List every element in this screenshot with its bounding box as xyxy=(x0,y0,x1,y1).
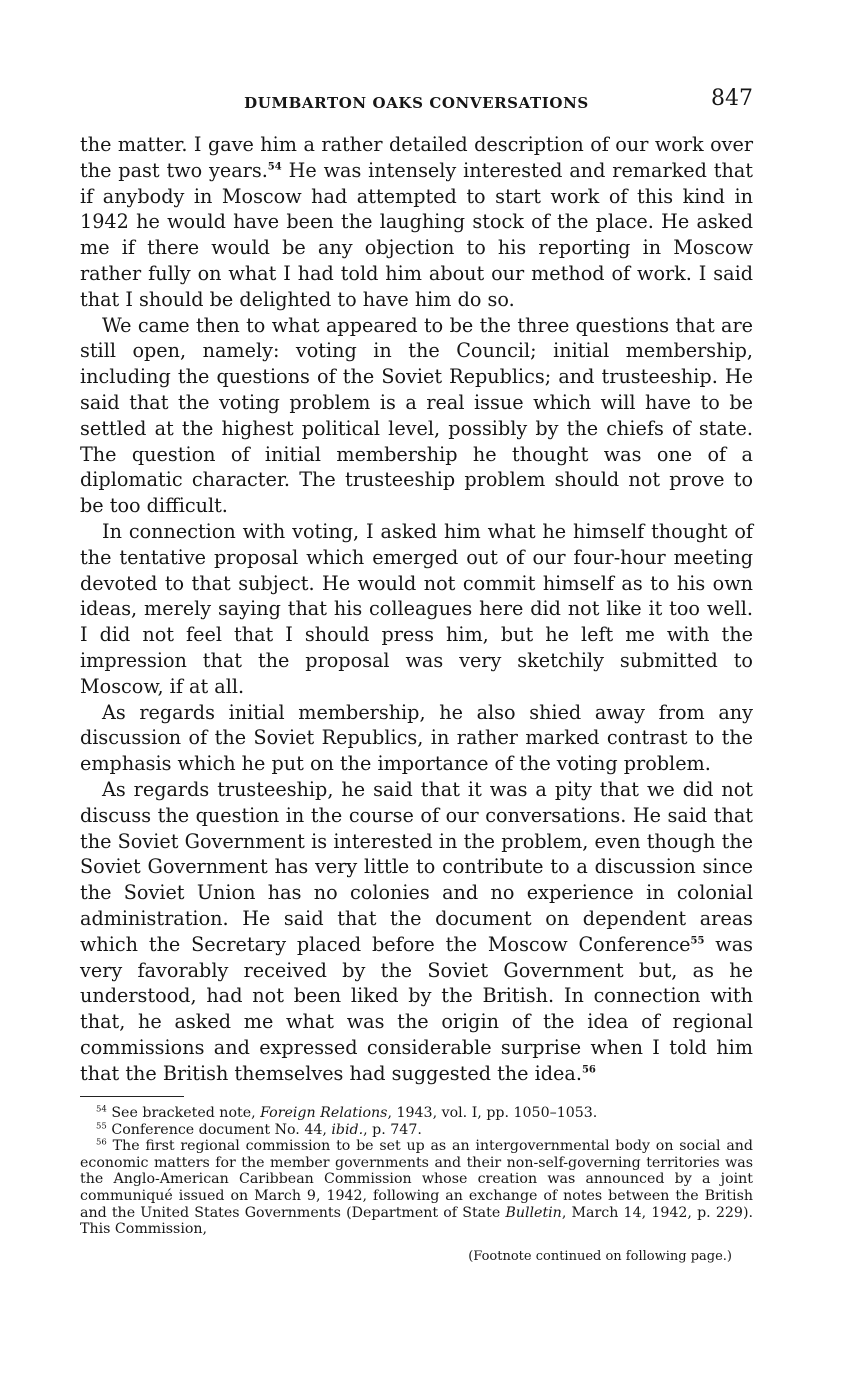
footnote-ref-56[interactable]: 56 xyxy=(581,1064,596,1076)
footnote-ref-54[interactable]: 54 xyxy=(267,161,282,173)
running-title: DUMBARTON OAKS CONVERSATIONS xyxy=(244,94,589,112)
footnote-italic: ibid. xyxy=(331,1121,364,1138)
footnote-54 xyxy=(80,1105,753,1122)
paragraph-text: was very favorably received by the Soviet Government but, as he understood, had not been liked by the British. In connection with that, he asked me what was the origin of the idea of regional commissions and expressed considerable surprise when I told him that the British themselves had suggested the idea. xyxy=(80,932,754,1085)
footnote-italic: Foreign Relations xyxy=(260,1105,388,1121)
footnote-text: , 1943, vol. I, pp. 1050–1053. xyxy=(387,1105,598,1121)
paragraph-text: the matter. I gave him a rather detailed description of our work over the past two years. xyxy=(80,133,753,182)
footnote-continued-note: (Footnote continued on following page.) xyxy=(468,1249,732,1264)
paragraph-text: He was intensely interested and remarked that if anybody in Moscow had attempted to start work of this kind in 1942 he would have been the laughing stock of the place. He asked me if there would be any objection to his reporting in Moscow rather fully on what I had told him about our method of work. I said that I should be delighted to have him do so. xyxy=(80,158,753,311)
footnote-text: See bracketed note, xyxy=(106,1105,261,1121)
paragraph-3: In connection with voting, I asked him what he himself thought of the tentative proposal which emerged out of our four-hour meeting devoted to that subject. He would not commit himself as to his own ideas, merely saying that his colleagues here did not like it too well. I did not feel that I should press him, but he left me with the impression that the proposal was very sketchily submitted to Moscow, if at all. xyxy=(80,519,753,698)
footnote-56 xyxy=(80,1138,753,1238)
footnote-text: The first regional commission to be set up as an intergovernmental body on social and economic matters for the member governments and their non-self-governing territories was the Anglo-American Caribbean Commission whose creation was announced by a joint communiqué issued on March 9, 1942, following an exchange of notes between the British and the United States Governments (Department of State xyxy=(80,1138,753,1221)
footnote-mark: 54 xyxy=(96,1104,107,1115)
paragraph-1 xyxy=(80,132,753,313)
paragraph-4: As regards initial membership, he also shied away from any discussion of the Soviet Republics, in rather marked contrast to the emphasis which he put on the importance of the voting problem. xyxy=(80,700,753,776)
footnote-text: , March 14, 1942, p. 229). This Commission, xyxy=(80,1204,753,1238)
footnote-italic: Bulletin xyxy=(505,1204,562,1221)
paragraph-text: As regards trusteeship, he said that it was a pity that we did not discuss the question in the course of our conversations. He said that the Soviet Government is interested in the problem, even though the Soviet Government has very little to contribute to a discussion since the Soviet Union has no colonies and no experience in colonial administration. He said that the document on dependent areas which the Secretary placed before the Moscow Conference xyxy=(80,777,753,956)
page-number: 847 xyxy=(711,86,753,111)
footnote-divider xyxy=(80,1096,184,1097)
body-text xyxy=(80,132,753,1086)
paragraph-2: We came then to what appeared to be the three questions that are still open, namely: voting in the Council; initial membership, including the questions of the Soviet Republics; and trusteeship. He said that the voting problem is a real issue which will have to be settled at the highest political level, possibly by the chiefs of state. The question of initial membership he thought was one of a diplomatic character. The trusteeship problem should not prove to be too difficult. xyxy=(80,313,753,518)
footnote-mark: 55 xyxy=(96,1120,107,1131)
footnotes xyxy=(80,1105,753,1238)
running-head xyxy=(80,86,753,120)
paragraph-5 xyxy=(80,777,753,1087)
footnote-ref-55[interactable]: 55 xyxy=(690,935,705,947)
footnote-55 xyxy=(80,1122,753,1139)
footnote-text: Conference document No. 44, xyxy=(106,1121,332,1138)
footnote-text: , p. 747. xyxy=(363,1121,422,1138)
footnote-mark: 56 xyxy=(96,1137,107,1148)
